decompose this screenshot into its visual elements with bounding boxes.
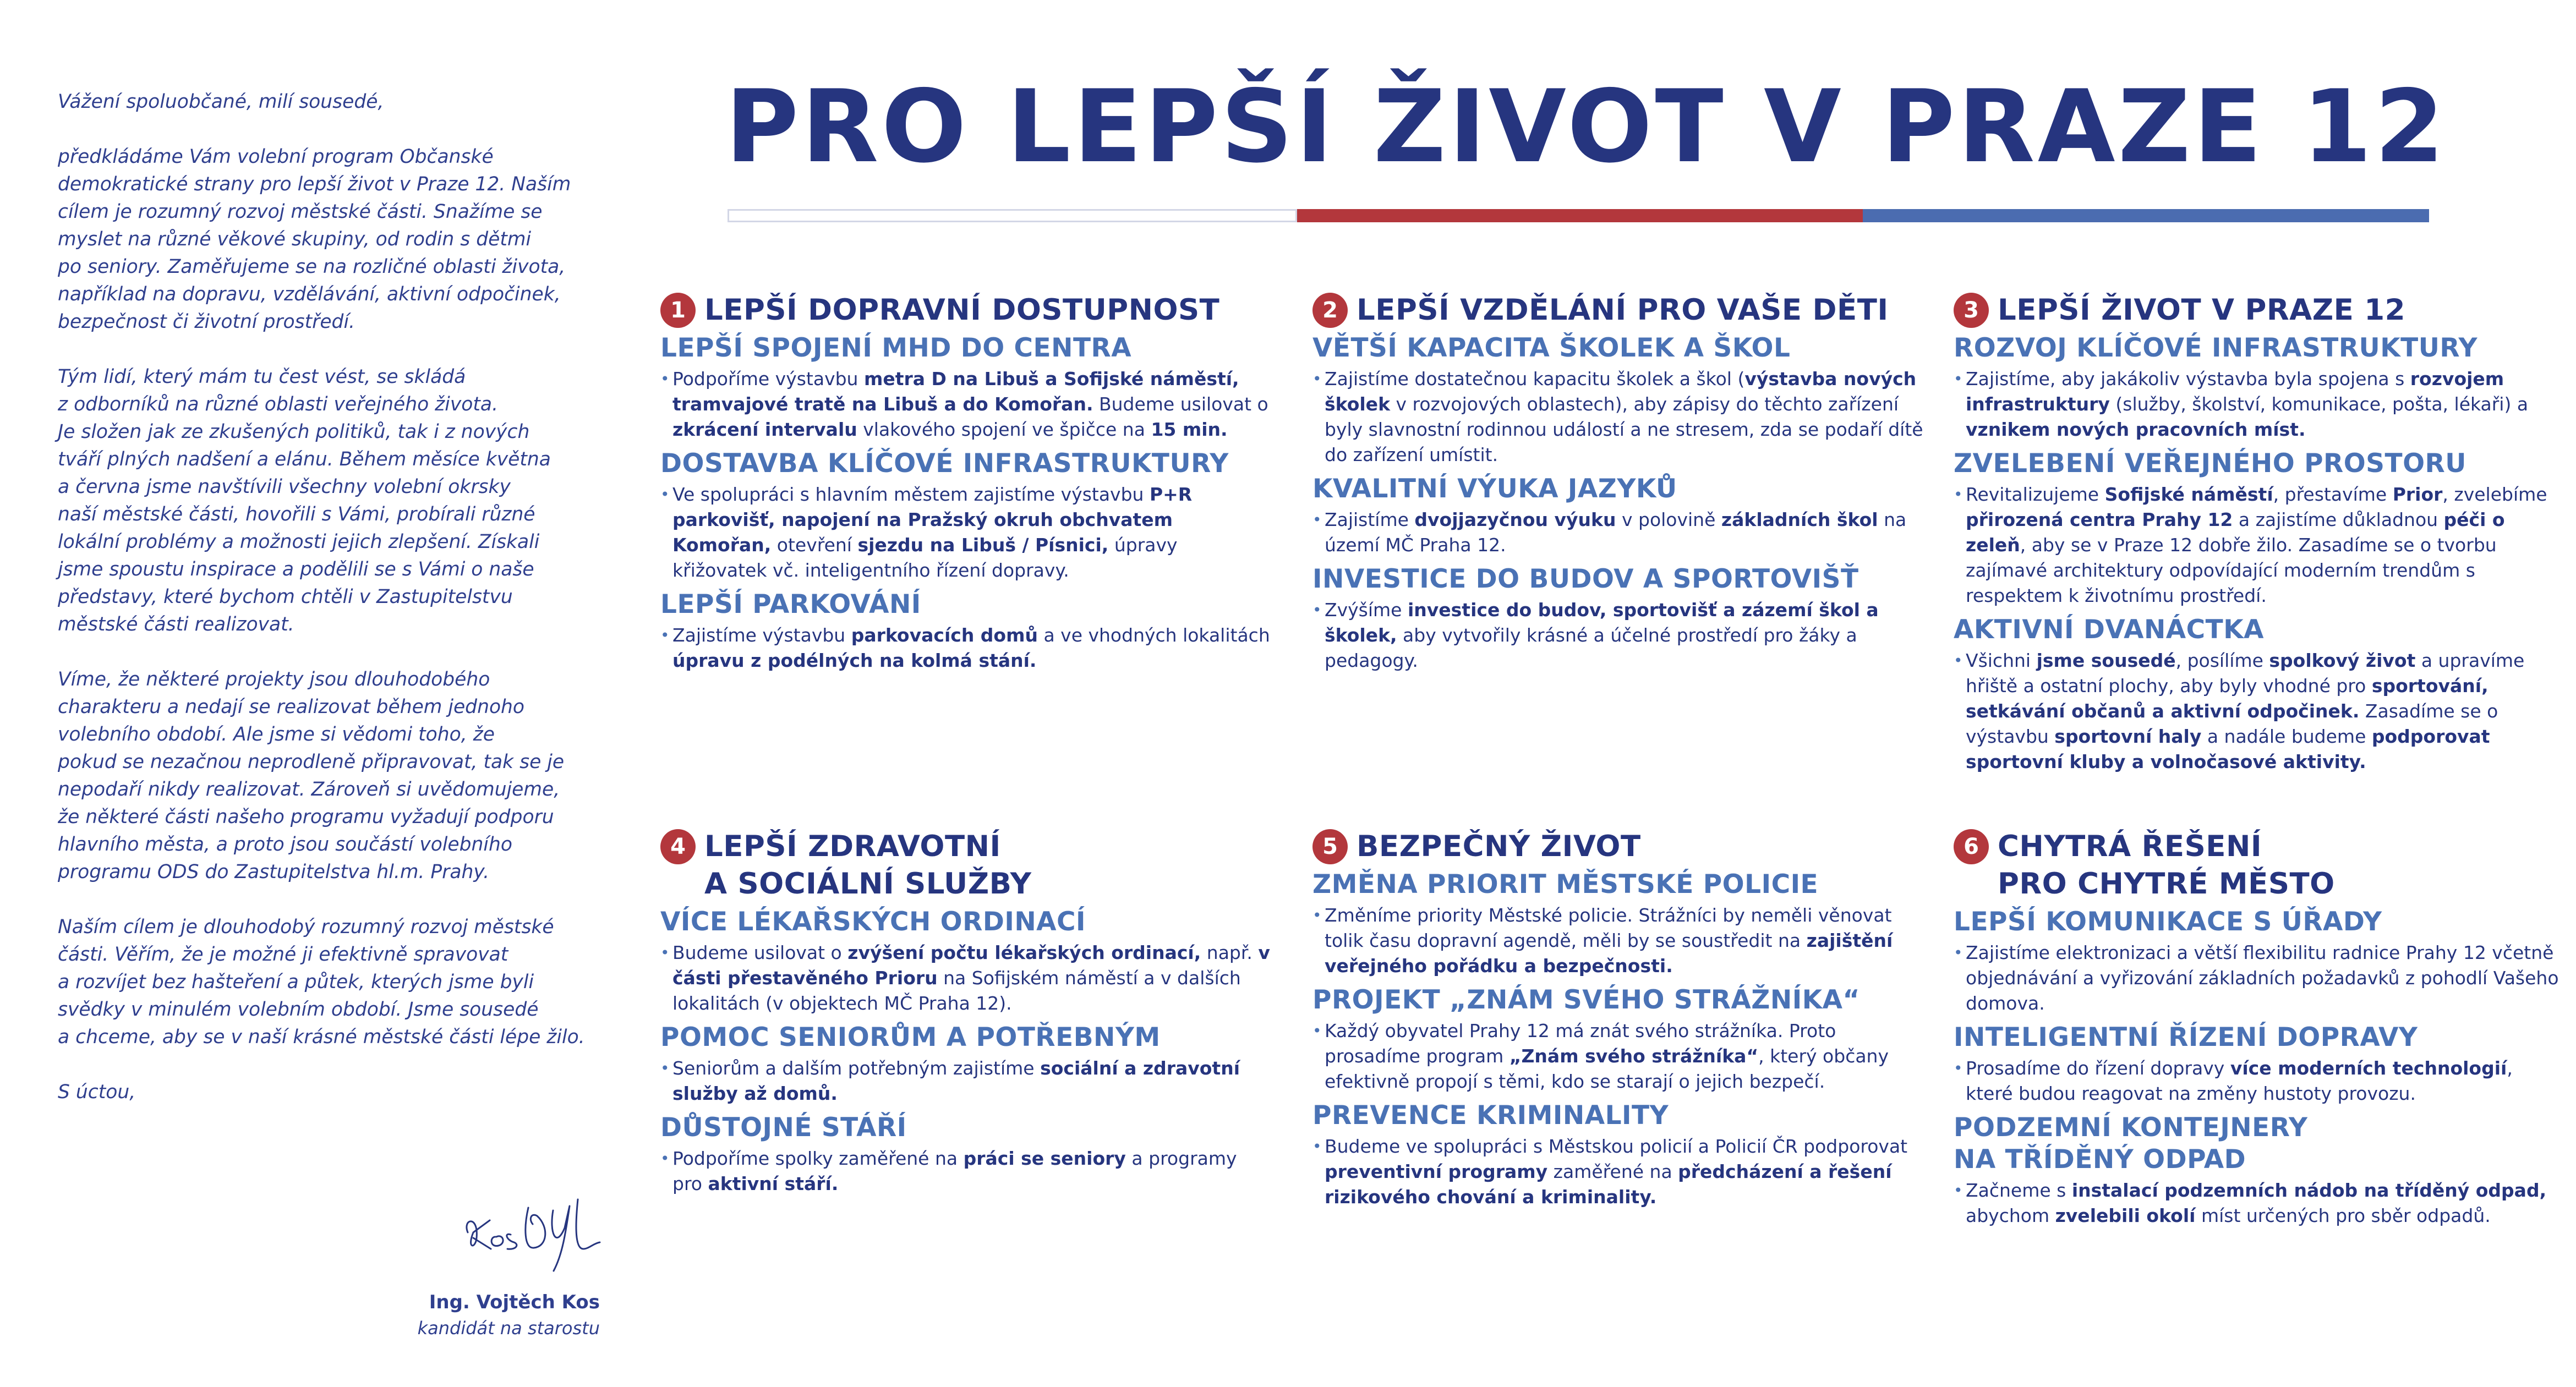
bullet-text: Zajistíme dvojjazyčnou výuku v polovině základních škol na území MČ Praha 12. xyxy=(1325,509,1907,556)
bullet-icon: • xyxy=(660,944,670,962)
page-title: PRO LEPŠÍ ŽIVOT V PRAZE 12 xyxy=(725,68,2447,185)
bullet-item xyxy=(1954,482,2564,608)
section-number-badge: 4 xyxy=(660,829,696,864)
tricolor-divider xyxy=(728,209,2429,222)
bullet-text: Každý obyvatel Prahy 12 má znát svého strážníka. Proto prosadíme program „Znám svého strážníka“, který občany efektivně propojí s těmi, kdo se starají o jejich bezpečí. xyxy=(1325,1020,1889,1092)
section-number-badge: 3 xyxy=(1954,293,1989,328)
program-section-3 xyxy=(1954,292,2564,780)
section-header xyxy=(1312,828,1923,865)
bullet-text: Změníme priority Městské policie. Strážníci by neměli věnovat tolik času dopravní agendě, měli by se soustředit na zajištění veřejného pořádku a bezpečnosti. xyxy=(1325,904,1893,977)
section-header xyxy=(1312,292,1923,329)
subsection-heading: PREVENCE KRIMINALITY xyxy=(1312,1100,1669,1131)
subsection-heading: POMOC SENIORŮM A POTŘEBNÝM xyxy=(660,1022,1161,1052)
handwritten-signature xyxy=(457,1166,611,1282)
cover-letter xyxy=(58,88,614,1133)
bullet-item xyxy=(660,940,1271,1016)
bullet-text: Revitalizujeme Sofijské náměstí, přestavíme Prior, zvelebíme přirozená centra Prahy 12 a zajistíme důkladnou péči o zeleň, aby se v Praze 12 dobře žilo. Zasadíme se o tvorbu zajímavé architektury odpovídající moderním trendům s respektem k životnímu prostředí. xyxy=(1966,484,2547,606)
program-section-5 xyxy=(1312,828,1923,1215)
bullet-icon: • xyxy=(1954,651,1963,670)
bullet-text: Zajistíme výstavbu parkovacích domů a ve vhodných lokalitách úpravu z podélných na kolmá stání. xyxy=(672,624,1270,671)
subsection-heading: ZVELEBENÍ VEŘEJNÉHO PROSTORU xyxy=(1954,448,2466,479)
subsection-heading: DŮSTOJNÉ STÁŘÍ xyxy=(660,1112,907,1143)
subsection-heading: AKTIVNÍ DVANÁCTKA xyxy=(1954,615,2265,645)
bullet-icon: • xyxy=(1954,485,1963,503)
bullet-item xyxy=(1312,903,1923,979)
subsection-heading: ZMĚNA PRIORIT MĚSTSKÉ POLICIE xyxy=(1312,869,1819,900)
bullet-icon: • xyxy=(1312,601,1322,619)
program-section-6 xyxy=(1954,828,2564,1234)
bullet-item xyxy=(1954,1178,2564,1229)
section-number-badge: 2 xyxy=(1312,293,1348,328)
bullet-item xyxy=(1312,1018,1923,1094)
bullet-item xyxy=(1954,648,2564,775)
bullet-item xyxy=(1312,597,1923,673)
bullet-icon: • xyxy=(1312,1022,1322,1040)
section-title: LEPŠÍ ZDRAVOTNÍ A SOCIÁLNÍ SLUŽBY xyxy=(704,830,1032,901)
bullet-item xyxy=(1312,366,1923,468)
subsection-heading: LEPŠÍ PARKOVÁNÍ xyxy=(660,589,921,620)
bullet-item xyxy=(1312,1134,1923,1210)
letter-paragraph: předkládáme Vám volební program Občanské demokratické strany pro lepší život v Praze 12. Naším cílem je rozumný rozvoj městské části. Snažíme se myslet na různé věkové skupiny, od rodin s dětmi po seniory. Zaměřujeme se na rozličné oblasti života, například na dopravu, vzdělávání, aktivní odpočinek, bezpečnost či životní prostředí. xyxy=(58,146,571,333)
divider-red xyxy=(1297,209,1863,222)
bullet-item xyxy=(660,623,1271,673)
bullet-icon: • xyxy=(1312,1137,1322,1155)
bullet-item xyxy=(1954,366,2564,442)
subsection-heading: PODZEMNÍ KONTEJNERY NA TŘÍDĚNÝ ODPAD xyxy=(1954,1112,2308,1175)
subsection-heading: VĚTŠÍ KAPACITA ŠKOLEK A ŠKOL xyxy=(1312,333,1791,363)
bullet-text: Ve spolupráci s hlavním městem zajistíme výstavbu P+R parkovišť, napojení na Pražský okruh obchvatem Komořan, otevření sjezdu na Libuš / Písnici, úpravy křižovatek vč. inteligentního řízení dopravy. xyxy=(672,484,1193,581)
bullet-item xyxy=(660,482,1271,583)
section-header xyxy=(660,828,1271,903)
letter-greeting: Vážení spoluobčané, milí sousedé, xyxy=(58,91,384,113)
bullet-text: Zvýšíme investice do budov, sportovišť a zázemí škol a školek, aby vytvořily krásné a účelné prostředí pro žáky a pedagogy. xyxy=(1325,599,1879,671)
bullet-text: Budeme usilovat o zvýšení počtu lékařských ordinací, např. v části přestavěného Prioru na Sofijském náměstí a v dalších lokalitách (v objektech MČ Praha 12). xyxy=(672,942,1270,1014)
section-number-badge: 5 xyxy=(1312,829,1348,864)
subsection-heading: INTELIGENTNÍ ŘÍZENÍ DOPRAVY xyxy=(1954,1022,2418,1052)
letter-paragraph: Víme, že některé projekty jsou dlouhodobého charakteru a nedají se realizovat během jednoho volebního období. Ale jsme si vědomi toho, že pokud se nezačnou neprodleně připravovat, tak se je nepodaří nikdy realizovat. Zároveň si uvědomujeme, že některé části našeho programu vyžadují podporu hlavního města, a proto jsou součástí volebního programu ODS do Zastupitelstva hl.m. Prahy. xyxy=(58,668,565,883)
program-section-4 xyxy=(660,828,1271,1202)
letter-paragraph: Tým lidí, který mám tu čest vést, se skládá z odborníků na různé oblasti veřejného života. Je složen jak ze zkušených politiků, tak i z nových tváří plných nadšení a elánu. Během měsíce května a června jsme navštívili všechny volební okrsky naší městské části, hovořili s Vámi, probírali různé lokální problémy a možnosti jejich zlepšení. Získali jsme spoustu inspirace a podělili se s Vámi o naše představy, které bychom chtěli v Zastupitelstvu městské části realizovat. xyxy=(58,366,551,635)
bullet-icon: • xyxy=(1312,906,1322,924)
signer-block xyxy=(330,1289,600,1341)
subsection-heading: ROZVOJ KLÍČOVÉ INFRASTRUKTURY xyxy=(1954,333,2478,363)
subsection-heading: VÍCE LÉKAŘSKÝCH ORDINACÍ xyxy=(660,907,1086,937)
bullet-text: Seniorům a dalším potřebným zajistíme sociální a zdravotní služby až domů. xyxy=(672,1057,1240,1104)
bullet-item xyxy=(1954,1056,2564,1106)
section-title: CHYTRÁ ŘEŠENÍ PRO CHYTRÉ MĚSTO xyxy=(1998,830,2335,901)
letter-paragraph: Naším cílem je dlouhodobý rozumný rozvoj městské části. Věřím, že je možné ji efektivně spravovat a rozvíjet bez hašteření a půtek, kterých jsme byli svědky v minulém volebním období. Jsme sousedé a chceme, aby se v naší krásné městské části lépe žilo. xyxy=(58,916,585,1048)
section-number-badge: 1 xyxy=(660,293,696,328)
bullet-icon: • xyxy=(1312,511,1322,529)
program-section-2 xyxy=(1312,292,1923,679)
letter-closing: S úctou, xyxy=(58,1081,136,1103)
bullet-text: Zajistíme elektronizaci a větší flexibilitu radnice Prahy 12 včetně objednávání a vyřizování základních požadavků z pohodlí Vašeho domova. xyxy=(1966,942,2559,1014)
bullet-text: Podpoříme výstavbu metra D na Libuš a Sofijské náměstí, tramvajové tratě na Libuš a do Komořan. Budeme usilovat o zkrácení intervalu vlakového spojení ve špičce na 15 min. xyxy=(672,368,1268,440)
section-title: LEPŠÍ VZDĚLÁNÍ PRO VAŠE DĚTI xyxy=(1357,293,1889,327)
bullet-text: Začneme s instalací podzemních nádob na tříděný odpad, abychom zvelebili okolí míst určených pro sběr odpadů. xyxy=(1966,1180,2547,1226)
section-title: LEPŠÍ ŽIVOT V PRAZE 12 xyxy=(1998,293,2406,327)
bullet-icon: • xyxy=(660,626,670,644)
subsection-heading: PROJEKT „ZNÁM SVÉHO STRÁŽNÍKA“ xyxy=(1312,985,1860,1015)
section-header xyxy=(1954,828,2564,903)
subsection-heading: DOSTAVBA KLÍČOVÉ INFRASTRUKTURY xyxy=(660,448,1229,479)
bullet-text: Podpoříme spolky zaměřené na práci se seniory a programy pro aktivní stáří. xyxy=(672,1148,1237,1194)
divider-blue xyxy=(1863,209,2429,222)
subsection-heading: KVALITNÍ VÝUKA JAZYKŮ xyxy=(1312,474,1677,504)
bullet-icon: • xyxy=(660,1059,670,1077)
section-header xyxy=(660,292,1271,329)
bullet-icon: • xyxy=(660,485,670,503)
bullet-icon: • xyxy=(1954,944,1963,962)
section-number-badge: 6 xyxy=(1954,829,1989,864)
section-header xyxy=(1954,292,2564,329)
subsection-heading: LEPŠÍ SPOJENÍ MHD DO CENTRA xyxy=(660,333,1132,363)
bullet-item xyxy=(1312,507,1923,558)
bullet-item xyxy=(660,1056,1271,1106)
program-section-1 xyxy=(660,292,1271,679)
bullet-icon: • xyxy=(660,1149,670,1167)
divider-white xyxy=(728,209,1297,222)
subsection-heading: INVESTICE DO BUDOV A SPORTOVIŠŤ xyxy=(1312,564,1859,594)
bullet-icon: • xyxy=(660,370,670,388)
bullet-text: Všichni jsme sousedé, posílíme spolkový život a upravíme hřiště a ostatní plochy, aby byly vhodné pro sportování, setkávání občanů a aktivní odpočinek. Zasadíme se o výstavbu sportovní haly a nadále budeme podporovat sportovní kluby a volnočasové aktivity. xyxy=(1966,650,2525,772)
signer-role: kandidát na starostu xyxy=(417,1318,600,1339)
section-title: LEPŠÍ DOPRAVNÍ DOSTUPNOST xyxy=(704,293,1220,327)
bullet-text: Prosadíme do řízení dopravy více moderních technologií, které budou reagovat na změny hustoty provozu. xyxy=(1966,1057,2513,1104)
bullet-icon: • xyxy=(1312,370,1322,388)
bullet-icon: • xyxy=(1954,1059,1963,1077)
bullet-item xyxy=(660,366,1271,442)
bullet-text: Zajistíme dostatečnou kapacitu školek a škol (výstavba nových školek v rozvojových oblastech), aby zápisy do těchto zařízení byly slavnostní rodinnou událostí a ne stresem, zda se podaří dítě do zařízení umístit. xyxy=(1325,368,1923,465)
bullet-text: Budeme ve spolupráci s Městskou policií a Policií ČR podporovat preventivní programy zaměřené na předcházení a řešení rizikového chování a kriminality. xyxy=(1325,1136,1908,1208)
section-title: BEZPEČNÝ ŽIVOT xyxy=(1357,830,1641,863)
signer-name: Ing. Vojtěch Kos xyxy=(429,1291,600,1313)
subsection-heading: LEPŠÍ KOMUNIKACE S ÚŘADY xyxy=(1954,907,2382,937)
bullet-item xyxy=(1954,940,2564,1016)
bullet-text: Zajistíme, aby jakákoliv výstavba byla spojena s rozvojem infrastruktury (služby, školství, komunikace, pošta, lékaři) a vznikem nových pracovních míst. xyxy=(1966,368,2529,440)
bullet-icon: • xyxy=(1954,1181,1963,1199)
bullet-icon: • xyxy=(1954,370,1963,388)
bullet-item xyxy=(660,1146,1271,1197)
